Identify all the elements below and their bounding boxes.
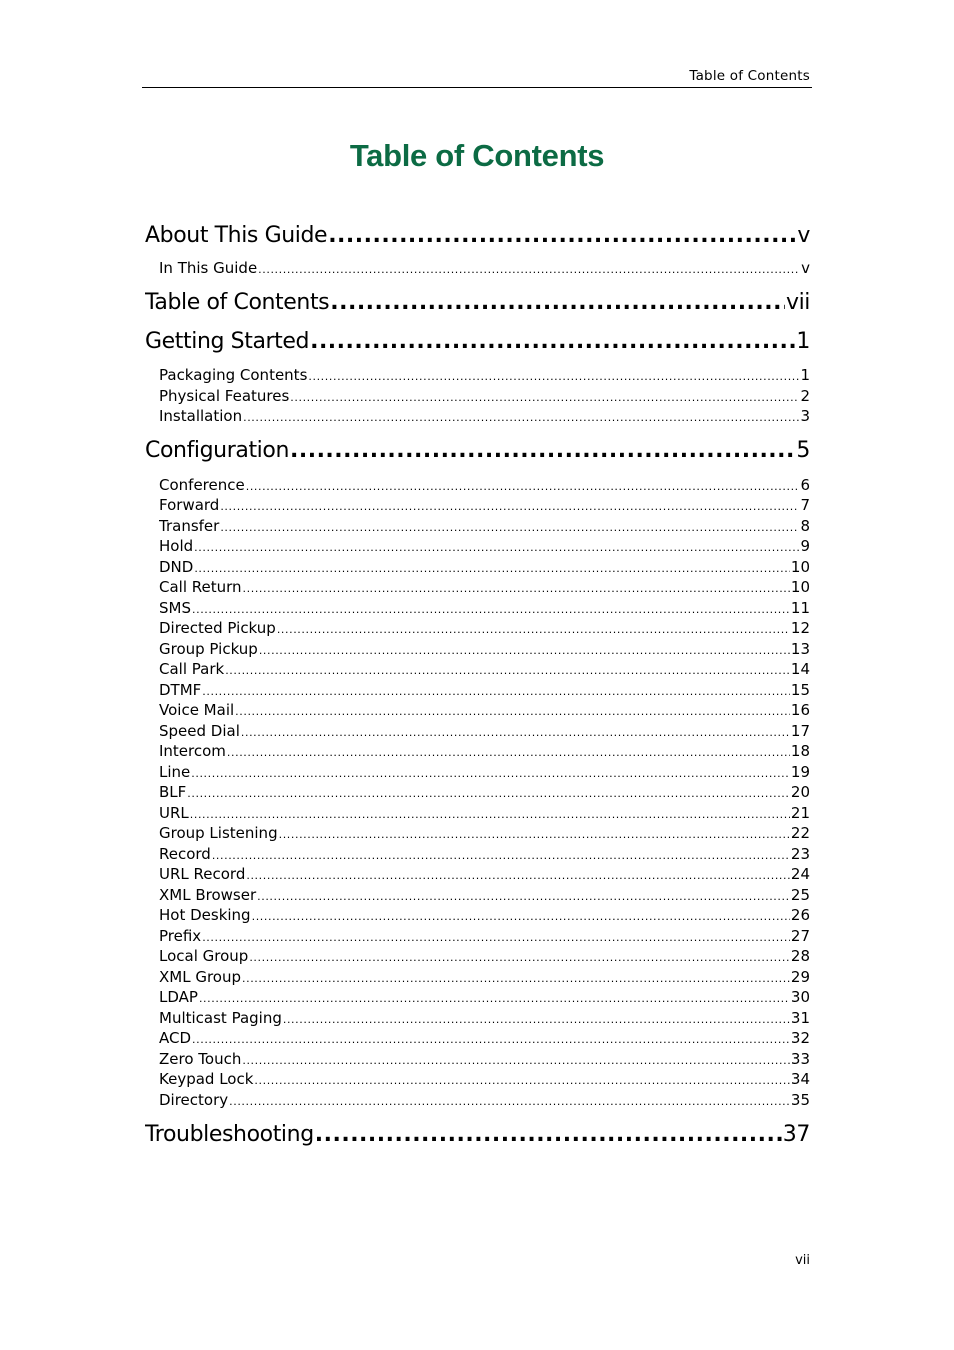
toc-dot-leader	[242, 972, 790, 985]
toc-section-entry[interactable]	[159, 1091, 810, 1109]
toc-section-entry[interactable]	[159, 804, 810, 822]
toc-entry-page: 32	[790, 1029, 810, 1047]
toc-entry-label: Record	[159, 845, 211, 863]
toc-entry-page: 21	[790, 804, 810, 822]
toc-dot-leader	[259, 644, 790, 657]
toc-entry-label: Transfer	[159, 517, 220, 535]
toc-entry-label: DTMF	[159, 681, 202, 699]
toc-entry-page: 22	[790, 824, 810, 842]
toc-chapter-entry[interactable]	[145, 1122, 810, 1147]
toc-dot-leader	[187, 787, 790, 800]
toc-entry-label: URL	[159, 804, 189, 822]
toc-section-entry[interactable]	[159, 619, 810, 637]
toc-entry-page: 15	[790, 681, 810, 699]
toc-entry-page: 31	[790, 1009, 810, 1027]
toc-entry-page: 35	[790, 1091, 810, 1109]
toc-entry-label: BLF	[159, 783, 187, 801]
toc-chapter-entry[interactable]	[145, 329, 810, 354]
toc-entry-label: Packaging Contents	[159, 366, 308, 384]
toc-entry-page: 30	[790, 988, 810, 1006]
toc-section-entry[interactable]	[159, 537, 810, 555]
toc-entry-label: Intercom	[159, 742, 226, 760]
toc-entry-label: Line	[159, 763, 191, 781]
toc-dot-leader	[191, 767, 790, 780]
toc-entry-label: ACD	[159, 1029, 192, 1047]
toc-entry-label: Zero Touch	[159, 1050, 242, 1068]
toc-entry-page: 8	[800, 517, 810, 535]
toc-section-entry[interactable]	[159, 763, 810, 781]
toc-entry-page: 23	[790, 845, 810, 863]
toc-section-entry[interactable]	[159, 1029, 810, 1047]
toc-dot-leader	[283, 1013, 790, 1026]
toc-entry-page: 10	[790, 558, 810, 576]
toc-entry-page: 13	[790, 640, 810, 658]
toc-entry-page: 9	[800, 537, 810, 555]
toc-section-entry[interactable]	[159, 865, 810, 883]
toc-entry-label: Directory	[159, 1091, 229, 1109]
toc-section-entry[interactable]	[159, 927, 810, 945]
toc-entry-page: 14	[790, 660, 810, 678]
toc-entry-label: LDAP	[159, 988, 198, 1006]
toc-dot-leader	[220, 500, 799, 513]
toc-entry-page: 20	[790, 783, 810, 801]
toc-entry-page: 17	[790, 722, 810, 740]
toc-entry-label: Local Group	[159, 947, 249, 965]
toc-entry-page: 18	[790, 742, 810, 760]
toc-dot-leader	[249, 951, 790, 964]
toc-entry-page: v	[797, 223, 810, 248]
toc-dot-leader	[225, 664, 790, 677]
toc-dot-leader	[202, 685, 790, 698]
toc-section-entry[interactable]	[159, 366, 810, 384]
toc-dot-leader	[242, 1054, 790, 1067]
toc-dot-leader	[328, 223, 796, 248]
toc-section-entry[interactable]	[159, 578, 810, 596]
header-rule	[142, 87, 812, 88]
toc-section-entry[interactable]	[159, 1050, 810, 1068]
toc-section-entry[interactable]	[159, 681, 810, 699]
toc-entry-page: 12	[790, 619, 810, 637]
toc-dot-leader	[310, 329, 795, 354]
toc-entry-page: vii	[785, 290, 810, 315]
toc-entry-page: 29	[790, 968, 810, 986]
toc-chapter-entry[interactable]	[145, 438, 810, 463]
toc-dot-leader	[252, 910, 790, 923]
running-header: Table of Contents	[689, 68, 810, 84]
toc-dot-leader	[220, 521, 799, 534]
toc-dot-leader	[279, 828, 790, 841]
toc-entry-label: Configuration	[145, 438, 289, 463]
toc-section-entry[interactable]	[159, 640, 810, 658]
toc-dot-leader	[277, 623, 790, 636]
toc-entry-page: 24	[790, 865, 810, 883]
toc-section-entry[interactable]	[159, 1070, 810, 1088]
toc-dot-leader	[254, 1074, 790, 1087]
toc-entry-page: 25	[790, 886, 810, 904]
toc-entry-label: Multicast Paging	[159, 1009, 282, 1027]
toc-section-entry[interactable]	[159, 496, 810, 514]
toc-entry-label: XML Group	[159, 968, 242, 986]
toc-section-entry[interactable]	[159, 886, 810, 904]
toc-dot-leader	[192, 1033, 790, 1046]
toc-section-entry[interactable]	[159, 660, 810, 678]
toc-section-entry[interactable]	[159, 517, 810, 535]
toc-dot-leader	[330, 290, 785, 315]
toc-entry-label: URL Record	[159, 865, 246, 883]
toc-section-entry[interactable]	[159, 387, 810, 405]
toc-entry-label: About This Guide	[145, 223, 328, 248]
toc-entry-page: 28	[790, 947, 810, 965]
toc-dot-leader	[315, 1122, 782, 1147]
toc-entry-page: 6	[800, 476, 810, 494]
toc-chapter-entry[interactable]	[145, 223, 810, 248]
toc-section-entry[interactable]	[159, 701, 810, 719]
toc-dot-leader	[192, 603, 790, 616]
toc-chapter-entry[interactable]	[145, 290, 810, 315]
toc-entry-page: v	[801, 259, 810, 277]
toc-entry-label: Call Park	[159, 660, 225, 678]
page-number: vii	[795, 1253, 810, 1268]
toc-entry-page: 3	[800, 407, 810, 425]
toc-entry-page: 7	[800, 496, 810, 514]
page-title: Table of Contents	[349, 138, 605, 173]
toc-dot-leader	[290, 438, 795, 463]
toc-section-entry[interactable]	[159, 599, 810, 617]
toc-entry-label: Troubleshooting	[145, 1122, 314, 1147]
toc-section-entry[interactable]	[159, 476, 810, 494]
toc-dot-leader	[308, 370, 799, 383]
toc-entry-label: In This Guide	[159, 259, 258, 277]
toc-entry-page: 34	[790, 1070, 810, 1088]
toc-section-entry[interactable]	[159, 906, 810, 924]
toc-dot-leader	[235, 705, 790, 718]
toc-dot-leader	[212, 849, 790, 862]
toc-entry-label: Physical Features	[159, 387, 290, 405]
toc-entry-page: 19	[790, 763, 810, 781]
toc-dot-leader	[258, 263, 800, 276]
toc-section-entry[interactable]	[159, 824, 810, 842]
toc-dot-leader	[290, 391, 799, 404]
toc-entry-label: DND	[159, 558, 194, 576]
toc-dot-leader	[190, 808, 790, 821]
toc-entry-label: Hot Desking	[159, 906, 251, 924]
toc-dot-leader	[194, 541, 799, 554]
toc-dot-leader	[257, 890, 790, 903]
toc-section-entry[interactable]	[159, 722, 810, 740]
toc-dot-leader	[229, 1095, 790, 1108]
toc-entry-page: 5	[796, 438, 810, 463]
toc-entry-page: 1	[796, 329, 810, 354]
toc-entry-label: Speed Dial	[159, 722, 240, 740]
toc-entry-label: Installation	[159, 407, 243, 425]
toc-section-entry[interactable]	[159, 988, 810, 1006]
toc-section-entry[interactable]	[159, 1009, 810, 1027]
toc-entry-page: 2	[800, 387, 810, 405]
toc-dot-leader	[246, 480, 800, 493]
toc-entry-page: 33	[790, 1050, 810, 1068]
toc-dot-leader	[243, 582, 790, 595]
toc-dot-leader	[194, 562, 790, 575]
toc-entry-page: 37	[782, 1122, 810, 1147]
toc-dot-leader	[243, 411, 799, 424]
toc-entry-label: Table of Contents	[145, 290, 330, 315]
toc-section-entry[interactable]	[159, 259, 810, 277]
toc-entry-label: Group Pickup	[159, 640, 258, 658]
toc-entry-label: Getting Started	[145, 329, 310, 354]
toc-entry-label: Forward	[159, 496, 220, 514]
toc-entry-label: Hold	[159, 537, 194, 555]
toc-entry-label: XML Browser	[159, 886, 257, 904]
toc-section-entry[interactable]	[159, 845, 810, 863]
toc-section-entry[interactable]	[159, 742, 810, 760]
toc-entry-label: Prefix	[159, 927, 202, 945]
toc-entry-label: Group Listening	[159, 824, 278, 842]
toc-entry-page: 26	[790, 906, 810, 924]
toc-entry-label: Voice Mail	[159, 701, 235, 719]
toc-entry-label: Directed Pickup	[159, 619, 276, 637]
toc-entry-page: 10	[790, 578, 810, 596]
toc-dot-leader	[199, 992, 790, 1005]
toc-dot-leader	[202, 931, 790, 944]
toc-entry-page: 27	[790, 927, 810, 945]
toc-dot-leader	[227, 746, 790, 759]
toc-entry-page: 16	[790, 701, 810, 719]
toc-section-entry[interactable]	[159, 783, 810, 801]
toc-entry-page: 1	[800, 366, 810, 384]
toc-section-entry[interactable]	[159, 558, 810, 576]
toc-entry-page: 11	[790, 599, 810, 617]
toc-entry-label: Keypad Lock	[159, 1070, 254, 1088]
toc-entry-label: Call Return	[159, 578, 242, 596]
toc-section-entry[interactable]	[159, 968, 810, 986]
toc-section-entry[interactable]	[159, 407, 810, 425]
toc-dot-leader	[241, 726, 790, 739]
toc-entry-label: Conference	[159, 476, 245, 494]
toc-section-entry[interactable]	[159, 947, 810, 965]
toc-dot-leader	[246, 869, 790, 882]
toc-entry-label: SMS	[159, 599, 191, 617]
